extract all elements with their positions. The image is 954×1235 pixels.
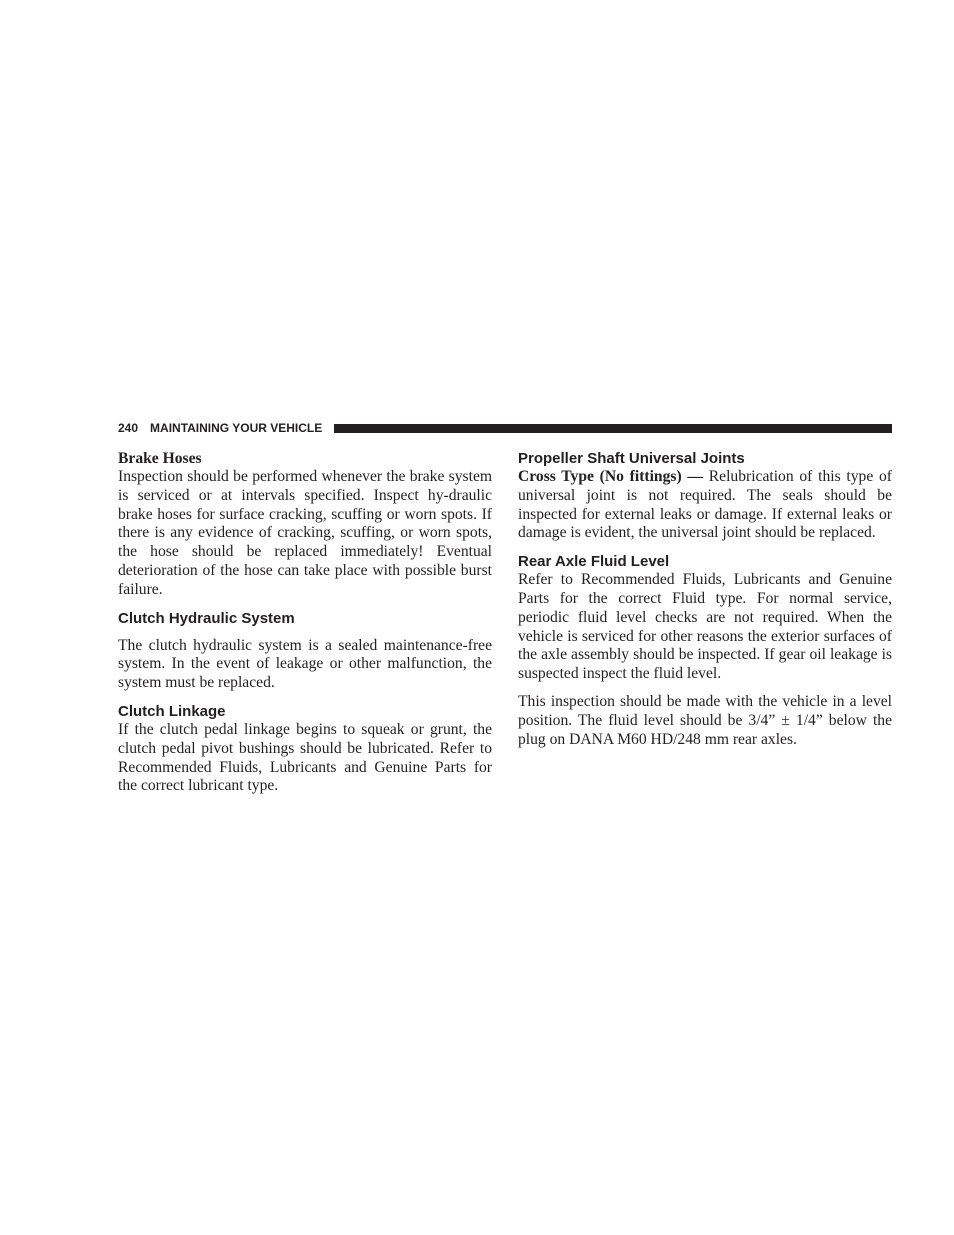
rear-axle-paragraph: Refer to Recommended Fluids, Lubricants and Genuine Parts for the correct Fluid type. For normal service, periodic fluid level checks are not required. When the vehicle is serviced for other reasons the exterior surfaces of the axle assembly should be inspected. If gear oil leakage is suspected inspect the fluid level. [518, 571, 892, 683]
header-rule [334, 424, 892, 433]
section-title: MAINTAINING YOUR VEHICLE [150, 421, 323, 435]
left-column [118, 447, 492, 796]
clutch-linkage-heading: Clutch Linkage [118, 702, 226, 720]
brake-hoses-paragraph: Inspection should be performed whenever the brake system is serviced or at intervals specified. Inspect hy-draulic brake hoses for surface cracking, scuffing or worn spots. If there is any evidence of cracking, scuffing, or worn spots, the hose should be replaced immediately! Eventual deterioration of the hose can take place with possible burst failure. [118, 468, 492, 598]
clutch-linkage-paragraph: If the clutch pedal linkage begins to squeak or grunt, the clutch pedal pivot bushings should be lubricated. Refer to Recommended Fluids, Lubricants and Genuine Parts for the correct lubricant type. [118, 720, 492, 795]
clutch-hydraulic-heading: Clutch Hydraulic System [118, 609, 295, 627]
cross-type-paragraph [518, 468, 892, 543]
inspection-paragraph: This inspection should be made with the vehicle in a level position. The fluid level should be 3/4” ± 1/4” below the plug on DANA M60 HD/248 mm rear axles. [518, 692, 892, 748]
clutch-hydraulic-paragraph: The clutch hydraulic system is a sealed maintenance-free system. In the event of leakage or other malfunction, the system must be replaced. [118, 636, 492, 692]
cross-type-label: Cross Type (No fittings) — [518, 468, 704, 485]
page-number: 240 [118, 421, 139, 435]
propeller-shaft-heading: Propeller Shaft Universal Joints [518, 450, 745, 467]
page-header [118, 420, 892, 436]
brake-hoses-heading: Brake Hoses [118, 450, 202, 467]
cross-type-text: Relubrication of this type of universal joint is not required. The seals should be inspected for external leaks or damage. If external leaks or damage is evident, the universal joint should be replaced. [518, 468, 892, 542]
right-column [518, 447, 892, 749]
rear-axle-heading: Rear Axle Fluid Level [518, 553, 670, 571]
